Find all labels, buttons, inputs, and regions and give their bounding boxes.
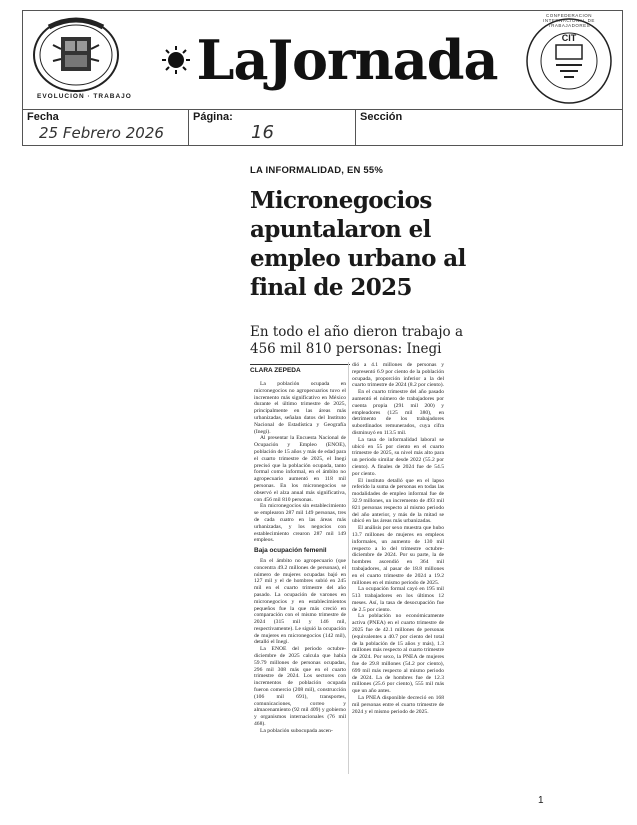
confederation-seal-logo: [520, 15, 618, 107]
right-seal-acronym: CIT: [561, 33, 577, 43]
body-paragraph: En el cuarto trimestre del año pasado aumentó el número de trabajadores por cuenta propia (291 mil 200) y empleadores (125 mil 380), en detrimento de los trabajadores subordinados remunerados, cuya cifra disminuyó en 113.5 mil.: [352, 389, 444, 436]
masthead-title: LaJornada: [196, 28, 498, 92]
pagina-cell: [189, 110, 356, 145]
sun-icon: [161, 45, 191, 75]
body-paragraph: La población no económicamente activa (PNEA) en el cuarto trimestre de 2025 fue de 42.1 millones de personas (equivalentes a 40.7 por ciento del total de la población de 15 años y más), 1.3 millones más respecto al cuarto trimestre de 2024. Por sexo, la PNEA de mujeres fue de 29.8 millones (54.2 por ciento), 699 mil más respecto al mismo periodo de 2024. La de hombres fue de 12.3 millones (25.6 por ciento), 555 mil más que un año antes.: [352, 613, 444, 695]
body-paragraph: El análisis por sexo muestra que hubo 13.7 millones de mujeres en empleos informales, un aumento de 130 mil respecto a lo del trimestre octubre-diciembre de 2024. Por su parte, la de hombres ascendió en 364 mil trabajadores, al pasar de 18.8 millones en el cuarto trimestre de 2024 a 19.2 millones en el mismo periodo de 2025.: [352, 525, 444, 586]
union-seal-logo: [27, 15, 125, 105]
body-paragraph: La población ocupada en micronegocios no agropecuarios tuvo el incremento más significativo en México durante el último trimestre de 2025, principalmente en las áreas más urbanizadas, señalan datos del Instituto Nacional de Estadística y Geografía (Inegi).: [254, 381, 346, 435]
left-seal-caption: EVOLUCION · TRABAJO: [37, 93, 132, 100]
seccion-cell: [356, 110, 622, 145]
clipping-meta-row: [22, 110, 623, 146]
body-paragraph: dió a 4.1 millones de personas y representó 6.9 por ciento de la población ocupada, proporción inferior a la del cuarto trimestre de 2024 (8.2 por ciento).: [352, 362, 444, 389]
fecha-cell: [23, 110, 189, 145]
article-subhead: En todo el año dieron trabajo a 456 mil 810 personas: Inegi: [250, 324, 464, 357]
fecha-value: 25 Febrero 2026: [39, 124, 164, 142]
body-paragraph: La población subocupada ascen-: [260, 727, 333, 734]
article-column-1: [254, 381, 346, 735]
article-column-2: [352, 362, 444, 715]
article-byline: CLARA ZEPEDA: [250, 364, 350, 374]
body-paragraph: La tasa de informalidad laboral se ubicó en 55 por ciento en el cuarto trimestre de 2025, su nivel más alto para un periodo similar desde 2022 (55.2 por ciento). A finales de 2024 fue de 54.5 por ciento.: [352, 436, 444, 477]
body-paragraph: En el ámbito no agropecuario (que concentra 49.2 millones de personas), el número de mujeres ocupadas bajó en 127 mil y el de hombres subió en 245 mil en el cuarto trimestre del año pasado. La ocupación de varones en micronegocios y en establecimientos pequeños fue la que más creció en comparación con el mismo trimestre de 2024 (315 mil y 146 mil, respectivamente). Le siguió la ocupación de mujeres en micronegocios (142 mil), detalló el Inegi.: [254, 557, 346, 646]
article-kicker: LA INFORMALIDAD, EN 55%: [250, 165, 384, 176]
pagina-value: 16: [251, 122, 274, 143]
body-paragraph: Al presentar la Encuesta Nacional de Ocupación y Empleo (ENOE), población de 15 años y más de edad para el cuarto trimestre de 2025, el Inegi precisó que la población ocupada, tanto formal como informal, en el ámbito no agropecuario aumentó en 118 mil personas. En los micronegocios se observó el alza anual más significativa, con 456 mil 810 personas.: [254, 435, 346, 503]
article-subheading: Baja ocupación femenil: [254, 547, 327, 555]
body-paragraph: La ocupación formal cayó en 195 mil 513 trabajadores en los últimos 12 meses. Así, la tasa de desocupación fue de 2.5 por ciento.: [352, 586, 444, 613]
clipping-header: [22, 10, 623, 110]
body-paragraph: La PNEA disponible decreció en 168 mil personas entre el cuarto trimestre de 2024 y el mismo periodo de 2025.: [352, 695, 444, 715]
right-seal-caption: CONFEDERACION INTERNACIONAL DE TRABAJADORES: [543, 13, 595, 28]
article-header: [250, 165, 466, 358]
seccion-label: Sección: [360, 111, 403, 123]
masthead-logo: [149, 27, 509, 93]
body-paragraph: En micronegocios sin establecimiento se emplearon 287 mil 149 personas, tres de cada cuatro en las áreas más urbanizadas, y los negocios con establecimiento crearon 287 mil 149 empleos.: [254, 503, 346, 544]
body-paragraph: La ENOE del periodo octubre-diciembre de 2025 calcula que había 59.79 millones de personas ocupadas, 296 mil 308 más que en el cuarto trimestre de 2024. Los sectores con incrementos de población ocupada fueron comercio (208 mil), construcción (106 mil 691), transportes, comunicaciones, correo y almacenamiento (92 mil 409) y gobierno y organismos internacionales (76 mil 468).: [254, 646, 346, 728]
pagina-label: Página:: [193, 111, 233, 123]
page-number: 1: [538, 795, 544, 806]
fecha-label: Fecha: [27, 111, 59, 123]
column-divider: [348, 362, 349, 774]
body-paragraph: El instituto detalló que en el lapso referido la suma de personas en todas las modalidades de empleo informal fue de 32.9 millones, un incremento de 493 mil 821 personas respecto al mismo periodo del año anterior, y más de la mitad se ubicó en las áreas más urbanizadas.: [352, 477, 444, 525]
article-headline: Micronegocios apuntalaron el empleo urbano al final de 2025: [250, 187, 466, 301]
